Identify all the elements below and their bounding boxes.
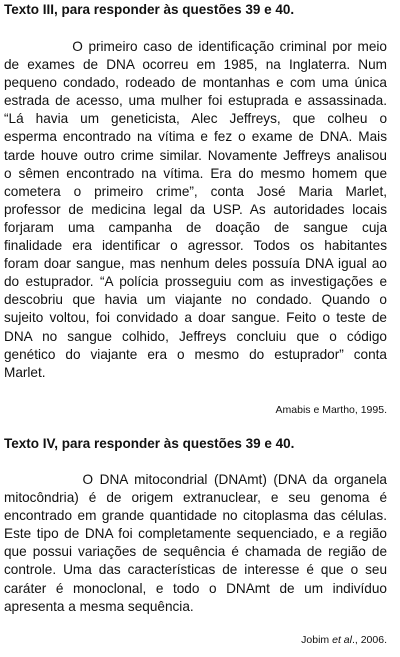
text-line: que possui variações de sequência é chamada de região de (4, 544, 387, 560)
texto3-paragraph (4, 38, 387, 382)
text-line: tarde houve outro crime similar. Novamente Jeffreys analisou (4, 147, 387, 163)
text-line: caráter é monoclonal, e todo o DNAmt de um indivíduo (4, 580, 387, 596)
text-line: o sêmen encontrado na vítima. Era do mesmo homem que (4, 165, 387, 181)
text-line: do estuprador. “A polícia prosseguiu com as investigações e (4, 274, 387, 290)
text-line: O DNA mitocondrial (DNAmt) (DNA da organela (4, 472, 387, 487)
text-line: pequeno condado, rodeado de montanhas e com uma única (4, 75, 387, 91)
text-line: mitocôndria) é de origem extranuclear, e seu genoma é (4, 490, 387, 506)
texto4-paragraph (4, 471, 387, 616)
text-line: “Lá havia um geneticista, Alec Jeffreys, que colheu o (4, 111, 387, 127)
text-line: cometera o primeiro crime”, conta José Maria Marlet, (4, 183, 387, 199)
text-line: controle. Uma das características de interesse é que o seu (4, 562, 387, 578)
texto4-source-etal: et al (332, 634, 352, 646)
text-line: Este tipo de DNA foi completamente sequenciado, e a região (4, 526, 387, 542)
text-line: descobriu que havia um viajante no condado. Quando o (4, 292, 387, 308)
text-line: DNA no sangue colhido, Jeffreys concluiu que o código (4, 328, 387, 344)
text-line: sujeito voltou, foi convidado a doar sangue. Feito o teste de (4, 310, 387, 326)
texto4-source-author: Jobim (301, 634, 333, 646)
text-line: esperma encontrado na vítima e fez o exame de DNA. Mais (4, 129, 387, 145)
texto4-source (301, 634, 387, 646)
text-line: professor de medicina legal da USP. As autoridades locais (4, 201, 387, 217)
text-line: foram doar sangue, mas nenhum deles possuía DNA igual ao (4, 256, 387, 272)
texto3-source: Amabis e Martho, 1995. (275, 404, 387, 416)
texto3-heading: Texto III, para responder às questões 39 e 40. (4, 2, 295, 17)
text-line: apresenta a mesma sequência. (4, 598, 194, 614)
text-line: estrada de acesso, uma mulher foi estuprada e assassinada. (4, 93, 387, 109)
text-line: genético do viajante era o mesmo do estuprador” conta (4, 346, 387, 362)
text-line: forjaram uma campanha de doação de sangue cuja (4, 219, 387, 235)
text-line: Marlet. (4, 364, 46, 380)
text-line: de exames de DNA ocorreu em 1985, na Inglaterra. Num (4, 57, 387, 73)
text-line: finalidade era identificar o agressor. Todos os habitantes (4, 238, 387, 254)
text-line: O primeiro caso de identificação criminal por meio (4, 39, 387, 54)
texto4-source-year: ., 2006. (351, 634, 387, 646)
text-line: encontrado em grande quantidade no citoplasma das células. (4, 508, 387, 524)
texto4-heading: Texto IV, para responder às questões 39 e 40. (4, 436, 295, 451)
